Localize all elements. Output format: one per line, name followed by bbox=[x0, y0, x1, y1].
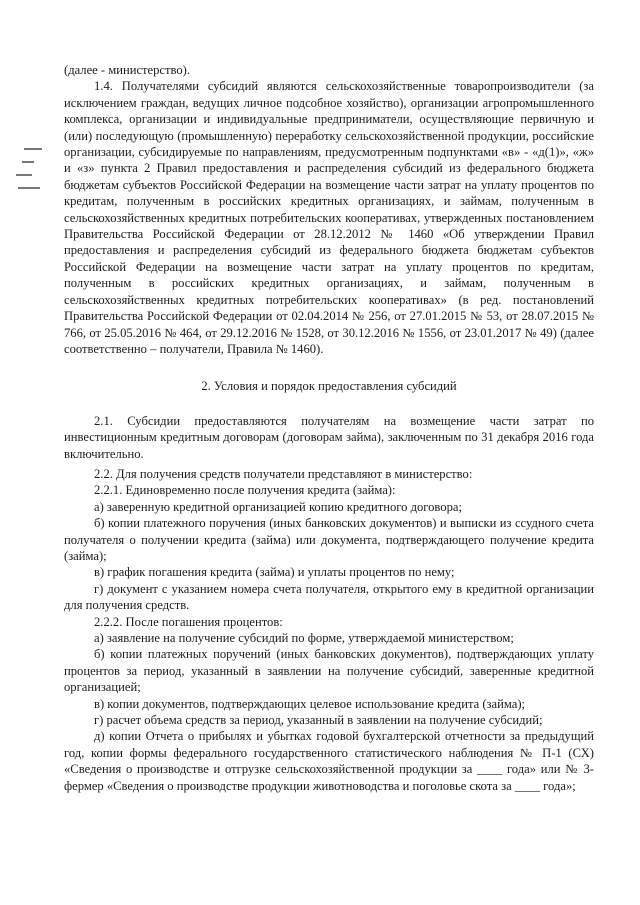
list-item: г) расчет объема средств за период, указанный в заявлении на получение субсидий; bbox=[94, 713, 543, 728]
margin-mark bbox=[16, 174, 32, 176]
margin-mark bbox=[24, 148, 42, 150]
list-item: б) копии платежных поручений (иных банковских документов), подтверждающих уплату процентов за период, указанный в заявлении на получение субсидий, заверенные кредитной организацией; bbox=[64, 647, 594, 695]
list-item: д) копии Отчета о прибылях и убытках годовой бухгалтерской отчетности за предыдущий год, копии формы федерального государственного статистического наблюдения № П-1 (СХ) «Сведения о производстве и отгрузке сельскохозяйственной продукции за ____ года» или № 3-фермер «Сведения о производстве продукции животноводства и поголовье скота за ____ года»; bbox=[64, 729, 594, 793]
paragraph-ministry: (далее - министерство). bbox=[64, 63, 191, 77]
document-page bbox=[64, 62, 594, 794]
paragraph-1-4: 1.4. Получателями субсидий являются сельскохозяйственные товаропроизводители (за исключением граждан, ведущих личное подсобное хозяйство), организации агропромышленного комплекса, организации и индивидуальные предприниматели, осуществляющие первичную и (или) последующую (промышленную) переработку сельскохозяйственной продукции, российские организации, субсидируемые по направлениям, предусмотренным подпунктами «в» - «д(1)», «ж» и «з» пункта 2 Правил предоставления и распределения субсидий из федерального бюджета бюджетам субъектов Российской Федерации на возмещение части затрат на уплату процентов по кредитам, полученным в российских кредитных организациях, и займам, полученным в сельскохозяйственных кредитных потребительских кооперативах, утвержденных постановлением Правительства Российской Федерации от 28.12.2012 № 1460 «Об утверждении Правил предоставления и распределения субсидий из федерального бюджета бюджетам субъектов Российской Федерации на возмещение части затрат на уплату процентов по кредитам, полученным в российских кредитных организациях, и займам, полученным в сельскохозяйственных кредитных потребительских кооперативах» (в ред. постановлений Правительства Российской Федерации от 02.04.2014 № 256, от 27.01.2015 № 53, от 28.07.2015 № 766, от 25.05.2016 № 464, от 29.12.2016 № 1528, от 30.12.2016 № 1556, от 23.01.2017 № 49) (далее соответственно – получатели, Правила № 1460). bbox=[64, 79, 594, 356]
paragraph-2-1: 2.1. Субсидии предоставляются получателям на возмещение части затрат по инвестиционным кредитным договорам (договорам займа), заключенным по 31 декабря 2016 года включительно. bbox=[64, 413, 594, 461]
paragraph-2-2-2: 2.2.2. После погашения процентов: bbox=[94, 614, 283, 629]
list-item: а) заверенную кредитной организацией копию кредитного договора; bbox=[94, 499, 462, 514]
paragraph-2-2: 2.2. Для получения средств получатели представляют в министерство: bbox=[94, 466, 473, 481]
list-item: а) заявление на получение субсидий по форме, утверждаемой министерством; bbox=[94, 631, 514, 645]
list-item: в) график погашения кредита (займа) и уплаты процентов по нему; bbox=[94, 565, 455, 580]
list-item: г) документ с указанием номера счета получателя, открытого ему в кредитной организации для получения средств. bbox=[64, 581, 594, 613]
margin-mark bbox=[22, 161, 34, 163]
section-heading: 2. Условия и порядок предоставления субсидий bbox=[201, 379, 457, 394]
list-item: б) копии платежного поручения (иных банковских документов) и выписки из ссудного счета получателя о получении кредита (займа) или документа, подтверждающего получение кредита (займа); bbox=[64, 516, 594, 563]
paragraph-2-2-1: 2.2.1. Единовременно после получения кредита (займа): bbox=[94, 483, 396, 498]
margin-marks bbox=[16, 148, 46, 200]
list-item: в) копии документов, подтверждающих целевое использование кредита (займа); bbox=[94, 696, 526, 711]
margin-mark bbox=[18, 187, 40, 189]
